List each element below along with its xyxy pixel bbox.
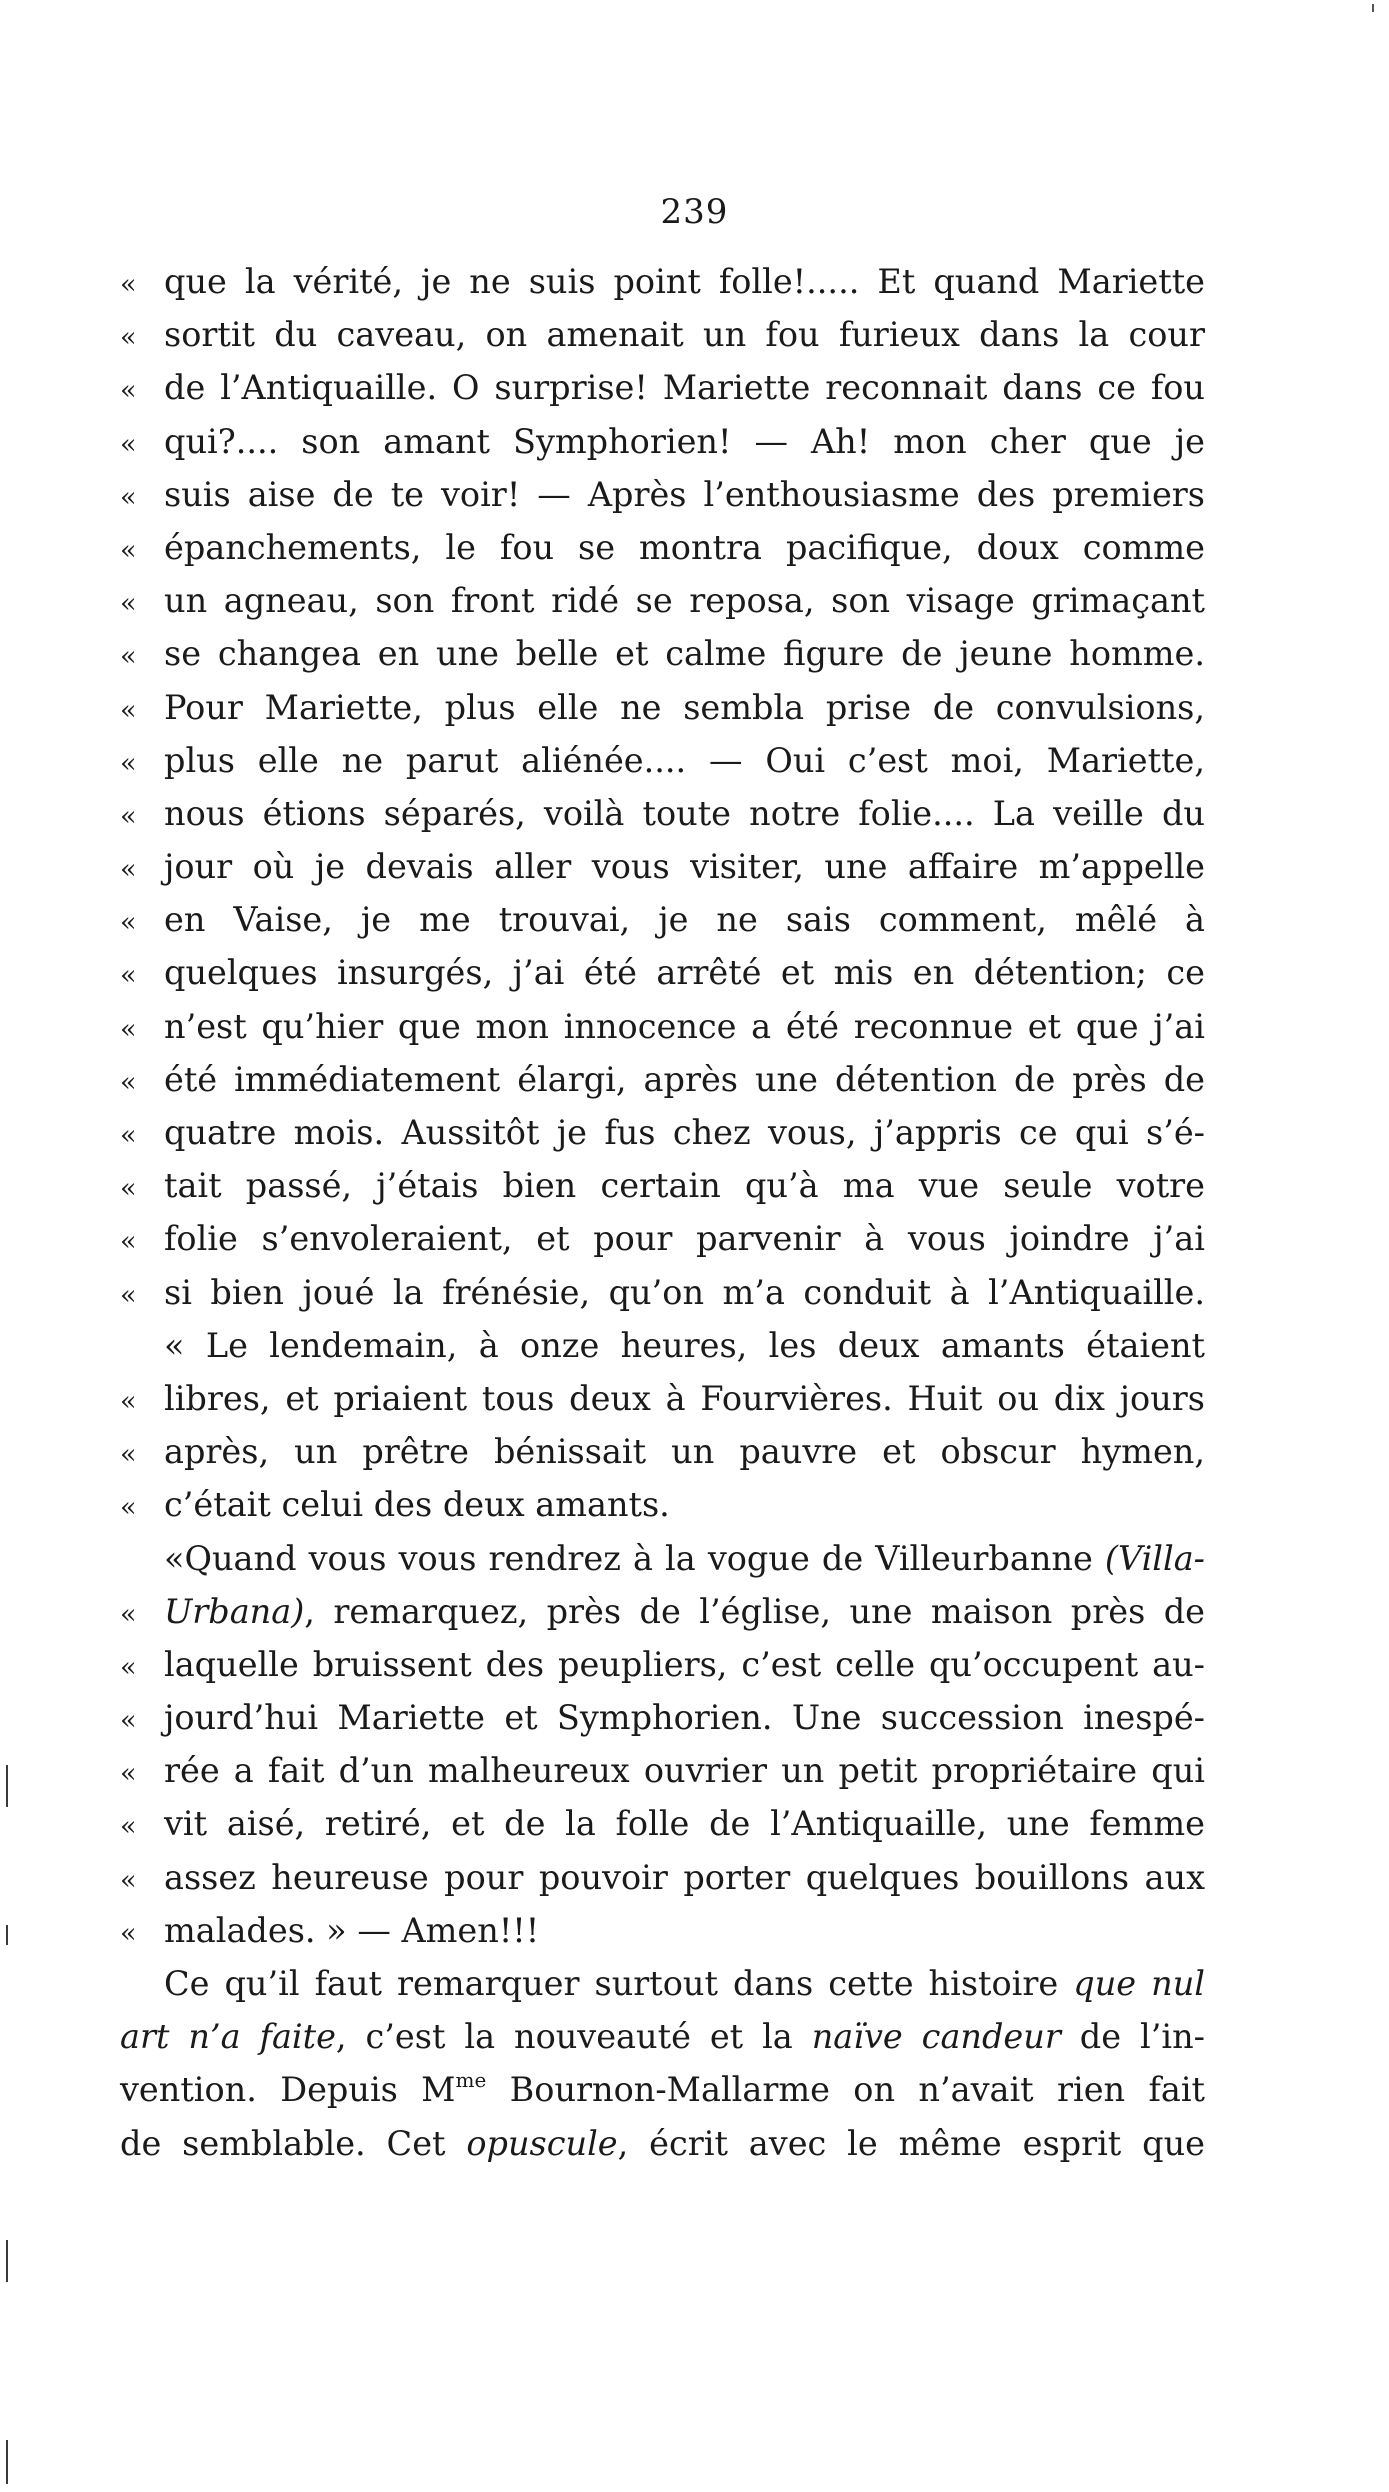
quote-mark: «	[120, 960, 137, 992]
line-text: un agneau, son front ridé se reposa, son visage grimaçant	[164, 581, 1205, 621]
line-text: Bournon-Mallarme on n’avait rien fait	[486, 2070, 1206, 2110]
line-text: de l’Antiquaille. O surprise! Mariette reconnait dans ce fou	[164, 368, 1205, 408]
closing-line	[120, 1957, 1205, 2010]
line-text: épanchements, le fou se montra pacifique, doux comme	[164, 527, 1205, 567]
quote-mark: «	[120, 428, 137, 460]
text-line	[120, 574, 1205, 627]
quote-mark: «	[120, 1066, 137, 1098]
quote-mark: «	[120, 641, 137, 673]
line-text: Ce qu’il faut remarquer surtout dans cette histoire	[164, 1964, 1074, 2003]
text-line	[120, 1744, 1205, 1797]
quote-mark: «	[120, 1279, 137, 1311]
scan-margin-mark	[6, 2440, 8, 2484]
line-text: folie s’envoleraient, et pour parvenir à vous joindre j’ai	[164, 1219, 1205, 1259]
closing-line	[120, 2117, 1205, 2170]
text-line	[120, 1372, 1205, 1425]
page-number: 239	[660, 192, 729, 232]
quote-mark: «	[120, 800, 137, 832]
line-text: vention. Depuis M	[120, 2070, 456, 2110]
line-text: sortit du caveau, on amenait un fou furieux dans la cour	[164, 315, 1205, 355]
quote-mark: «	[120, 481, 137, 513]
quote-mark: «	[120, 269, 137, 300]
scan-margin-mark	[6, 1765, 8, 1807]
line-text: qui?.... son amant Symphorien! — Ah! mon cher que je	[164, 421, 1205, 461]
line-text: plus elle ne parut aliénée.... — Oui c’est moi, Mariette,	[164, 740, 1205, 780]
italic-text: que nul	[1073, 1964, 1206, 2003]
italic-text: opuscule	[466, 2123, 618, 2163]
italic-text: naïve candeur	[811, 2017, 1061, 2057]
text-line	[120, 1106, 1205, 1159]
line-text: se changea en une belle et calme figure de jeune homme.	[164, 634, 1205, 674]
line-text: tait passé, j’étais bien certain qu’à ma vue seule votre	[164, 1166, 1205, 1206]
line-text: nous étions séparés, voilà toute notre folie.... La veille du	[164, 793, 1205, 833]
line-text: jourd’hui Mariette et Symphorien. Une succession inespé-	[164, 1698, 1205, 1738]
quote-mark: «	[120, 1651, 137, 1683]
text-line	[120, 1691, 1205, 1744]
text-line	[120, 1478, 1205, 1531]
line-text: de l’in-	[1060, 2017, 1205, 2057]
text-line	[120, 627, 1205, 680]
text-line	[120, 1797, 1205, 1850]
text-line	[120, 361, 1205, 414]
line-text: laquelle bruissent des peupliers, c’est celle qu’occupent au-	[164, 1644, 1205, 1684]
quote-mark: «	[120, 1705, 137, 1737]
quote-mark: «	[120, 1226, 137, 1258]
text-line	[120, 1638, 1205, 1691]
text-line	[120, 1585, 1205, 1638]
line-text: que la vérité, je ne suis point folle!..... Et quand Mariette	[164, 262, 1205, 301]
text-line	[120, 1532, 1205, 1585]
italic-text: art n’a faite	[120, 2017, 336, 2057]
scan-margin-mark	[6, 2240, 8, 2282]
text-line	[120, 255, 1205, 308]
line-text: n’est qu’hier que mon innocence a été reconnue et que j’ai	[164, 1006, 1205, 1046]
quote-mark: «	[120, 322, 137, 354]
superscript: me	[455, 2068, 487, 2093]
quote-mark: «	[120, 1811, 137, 1843]
line-text: suis aise de te voir! — Après l’enthousiasme des premiers	[164, 474, 1205, 514]
closing-line	[120, 2010, 1205, 2063]
text-line	[120, 1266, 1205, 1319]
scan-speck	[1372, 4, 1374, 12]
text-line	[120, 1319, 1205, 1372]
line-text: de semblable. Cet	[120, 2123, 467, 2163]
quote-mark: «	[120, 1439, 137, 1471]
line-text: libres, et priaient tous deux à Fourvières. Huit ou dix jours	[164, 1378, 1205, 1418]
text-line	[120, 840, 1205, 893]
quote-mark: «	[120, 1013, 137, 1045]
text-line	[120, 415, 1205, 468]
quote-mark: «	[120, 747, 137, 779]
line-text: si bien joué la frénésie, qu’on m’a conduit à l’Antiquaille.	[164, 1272, 1205, 1312]
text-line	[120, 1053, 1205, 1106]
text-line	[120, 681, 1205, 734]
quote-mark: «	[120, 694, 137, 726]
line-text: «Quand vous vous rendrez à la vogue de Villeurbanne	[164, 1538, 1105, 1578]
text-line	[120, 787, 1205, 840]
text-line	[120, 1000, 1205, 1053]
line-text: été immédiatement élargi, après une détention de près de	[164, 1059, 1205, 1099]
quote-mark: «	[120, 1598, 137, 1630]
line-text: quatre mois. Aussitôt je fus chez vous, j’appris ce qui s’é-	[164, 1113, 1205, 1152]
quote-mark: «	[120, 588, 137, 620]
text-line	[120, 734, 1205, 787]
quote-mark: «	[120, 1173, 137, 1205]
text-line	[120, 1159, 1205, 1212]
line-text: après, un prêtre bénissait un pauvre et obscur hymen,	[164, 1432, 1205, 1472]
line-text: rée a fait d’un malheureux ouvrier un petit propriétaire qui	[164, 1751, 1205, 1791]
line-text: c’était celui des deux amants.	[164, 1485, 670, 1525]
closing-line	[120, 2063, 1205, 2116]
quote-mark: «	[120, 854, 137, 886]
line-text: malades. » — Amen!!!	[164, 1910, 540, 1950]
text-line	[120, 1851, 1205, 1904]
line-text: , remarquez, près de l’église, une maison près de	[304, 1591, 1205, 1631]
scan-margin-mark	[6, 1925, 8, 1945]
line-text: assez heureuse pour pouvoir porter quelques bouillons aux	[164, 1857, 1205, 1897]
quote-mark: «	[120, 1864, 137, 1896]
quote-mark: «	[120, 534, 137, 566]
text-line	[120, 1212, 1205, 1265]
text-line	[120, 521, 1205, 574]
line-text: , écrit avec le même esprit que	[617, 2123, 1205, 2163]
quote-mark: «	[120, 1492, 137, 1524]
text-line	[120, 468, 1205, 521]
text-line	[120, 1904, 1205, 1957]
line-text: Pour Mariette, plus elle ne sembla prise de convulsions,	[164, 687, 1205, 727]
text-line	[120, 1425, 1205, 1478]
text-line	[120, 893, 1205, 946]
line-text: en Vaise, je me trouvai, je ne sais comment, mêlé à	[164, 900, 1205, 940]
quote-mark: «	[120, 375, 137, 407]
italic-text: (Villa-	[1104, 1538, 1205, 1578]
text-line	[120, 946, 1205, 999]
body-text	[120, 255, 1205, 2170]
quote-mark: «	[120, 907, 137, 939]
quote-mark: «	[120, 1758, 137, 1790]
quote-mark: «	[120, 1385, 137, 1417]
quote-mark: «	[120, 1120, 137, 1151]
quote-mark: «	[120, 1917, 137, 1949]
line-text: vit aisé, retiré, et de la folle de l’Antiquaille, une femme	[164, 1804, 1205, 1844]
text-line	[120, 308, 1205, 361]
line-text: jour où je devais aller vous visiter, une affaire m’appelle	[164, 847, 1205, 887]
italic-text: Urbana)	[164, 1591, 305, 1631]
line-text: quelques insurgés, j’ai été arrêté et mis en détention; ce	[164, 953, 1205, 993]
line-text: , c’est la nouveauté et la	[335, 2017, 812, 2057]
line-text: « Le lendemain, à onze heures, les deux amants étaient	[164, 1325, 1205, 1365]
